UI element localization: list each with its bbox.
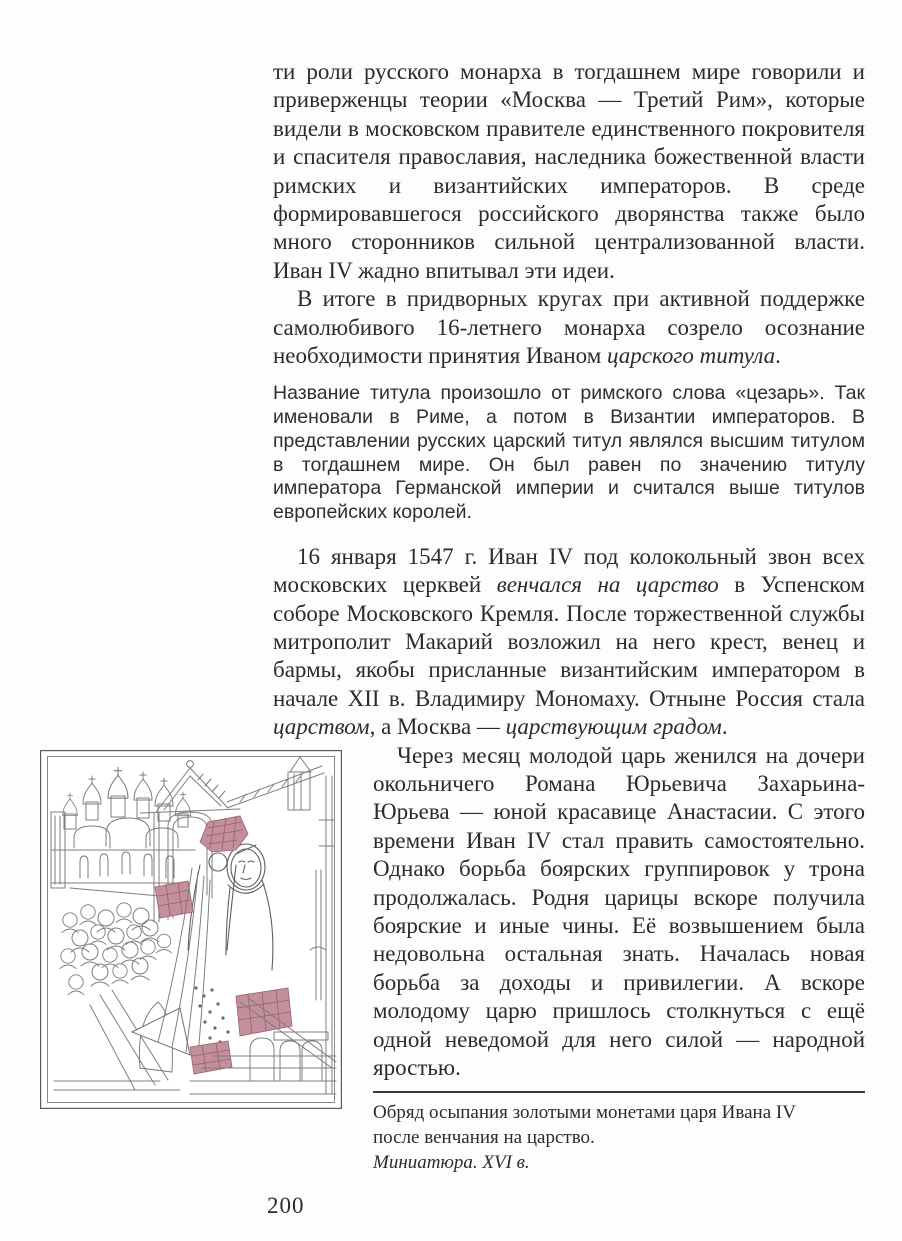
paragraph-text: В итоге в придворных кругах при активной поддержке самолюбивого 16-летнего монарха созрело осознание необходимости принятия Иваном (273, 286, 865, 369)
figure-and-text-section (273, 742, 865, 1176)
note-text: Название титула произошло от римского слова «цезарь». Так именовали в Риме, а потом в Византии императоров. В представлении русских царский титул являлся высшим титулом в тогдашнем мире. Он был равен по значению титулу императора Германской империи и считался выше титулов европейских королей. (273, 382, 865, 523)
paragraph-text: Через месяц молодой царь женился на дочери окольничего Романа Юрьевича Захарьина-Юрьева — юной красавице Анастасии. С этого времени Иван IV стал править самостоятельно. Однако борьба боярских группировок у трона продолжалась. Родня царицы вскоре получила боярские и иные чины. Её возвышением была недовольна остальная знать. Началась новая борьба за доходы и привилегии. А вскоре молодому царю пришлось столкнуться с ещё одной неведомой для него силой — народной яростью. (373, 742, 865, 1080)
italic-term: царского титула (607, 343, 776, 369)
miniature-figure (40, 750, 342, 1109)
paragraph-marriage (273, 742, 865, 1083)
italic-term: царством (273, 714, 370, 740)
paragraph-text: в Успенском соборе Московского Кремля. После торжественной службы митрополит Макарий возложил на него крест, венец и бармы, якобы присланные византийским императором в начале XII в. Владимиру Мономаху. Отныне Россия стала (273, 572, 865, 711)
figure-caption-block (373, 1091, 865, 1175)
figure-caption-source: Миниатюра. XVI в. (373, 1152, 530, 1174)
italic-term: царствующим градом (505, 714, 722, 740)
paragraph-text: ти роли русского монарха в тогдашнем мире говорили и приверженцы теории «Москва — Третий Рим», которые видели в московском правителе единственного покровителя и спасителя православия, наследника божественной власти римских и византийских императоров. В среде формировавшегося российского дворянства также было много сторонников сильной централизованной власти. Иван IV жадно впитывал эти идеи. (273, 59, 865, 283)
caption-divider (373, 1091, 865, 1093)
sidebar-note-caesar (273, 382, 865, 524)
paragraph-text: 16 января 1547 г. Иван IV под колокольный звон всех московских церквей (273, 543, 865, 598)
paragraph-coronation (273, 543, 865, 742)
italic-term: венчался на царство (496, 572, 719, 598)
paragraph-text: , а Москва — (369, 714, 506, 740)
page-number: 200 (267, 1193, 305, 1219)
figure-caption-line1: Обряд осыпания золотыми монетами царя Ивана IV (373, 1102, 796, 1124)
paragraph-intro (273, 58, 865, 285)
miniature-illustration (40, 750, 342, 1109)
figure-caption-line2: после венчания на царство. (373, 1127, 595, 1149)
paragraph-tsar-title (273, 285, 865, 370)
paragraph-text: . (721, 714, 728, 740)
paragraph-text: . (775, 343, 781, 369)
